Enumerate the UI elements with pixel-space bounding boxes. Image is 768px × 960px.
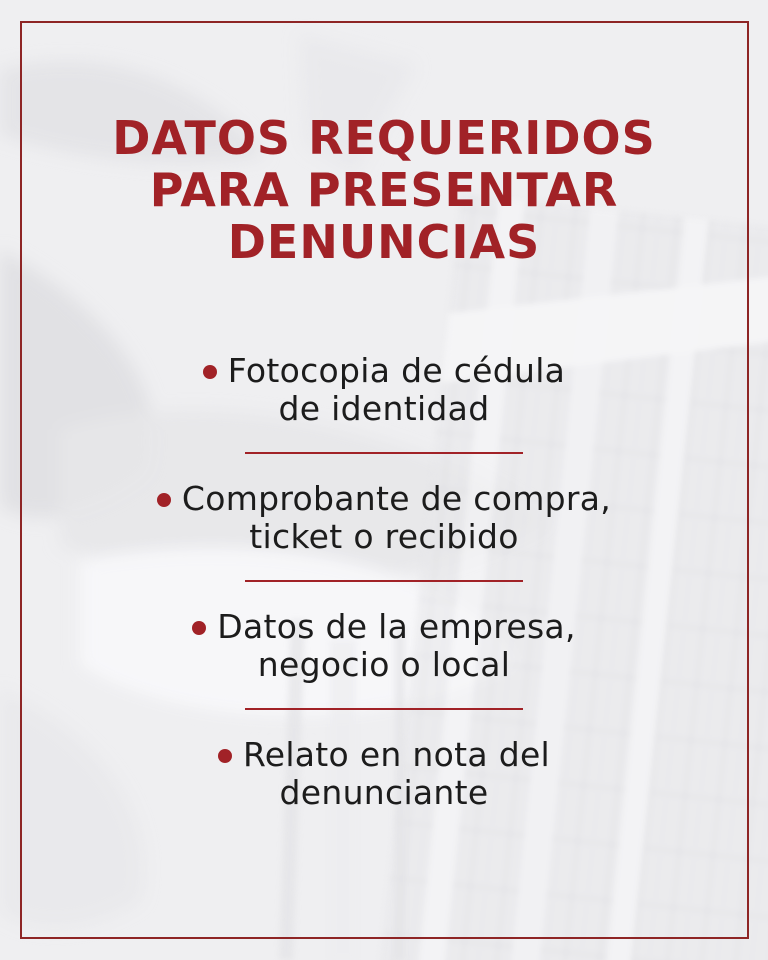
list-item-line [0, 608, 768, 646]
list-item-text: Datos de la empresa, [217, 607, 576, 646]
page-title-line: DENUNCIAS [227, 215, 541, 269]
list-item [0, 352, 768, 428]
bullet-icon [192, 621, 206, 635]
item-divider [245, 708, 523, 710]
list-item-text: denunciante [279, 773, 489, 812]
bullet-icon [218, 749, 232, 763]
list-item-text: ticket o recibido [249, 517, 519, 556]
requirements-list [0, 352, 768, 812]
list-item [0, 608, 768, 684]
list-item-text: Fotocopia de cédula [227, 351, 566, 390]
list-item-text: Comprobante de compra, [181, 479, 612, 518]
list-item [0, 736, 768, 812]
list-item-text: negocio o local [257, 645, 511, 684]
bullet-icon [203, 365, 217, 379]
page-title-line: PARA PRESENTAR [149, 163, 619, 217]
page-title-line: DATOS REQUERIDOS [112, 111, 656, 165]
list-item-text: de identidad [278, 389, 490, 428]
list-item-line [0, 480, 768, 518]
bullet-icon [157, 493, 171, 507]
list-item-line [0, 736, 768, 774]
list-item [0, 480, 768, 556]
item-divider [245, 580, 523, 582]
list-item-text: Relato en nota del [242, 735, 551, 774]
item-divider [245, 452, 523, 454]
list-item-line [0, 352, 768, 390]
page-title [40, 112, 728, 268]
